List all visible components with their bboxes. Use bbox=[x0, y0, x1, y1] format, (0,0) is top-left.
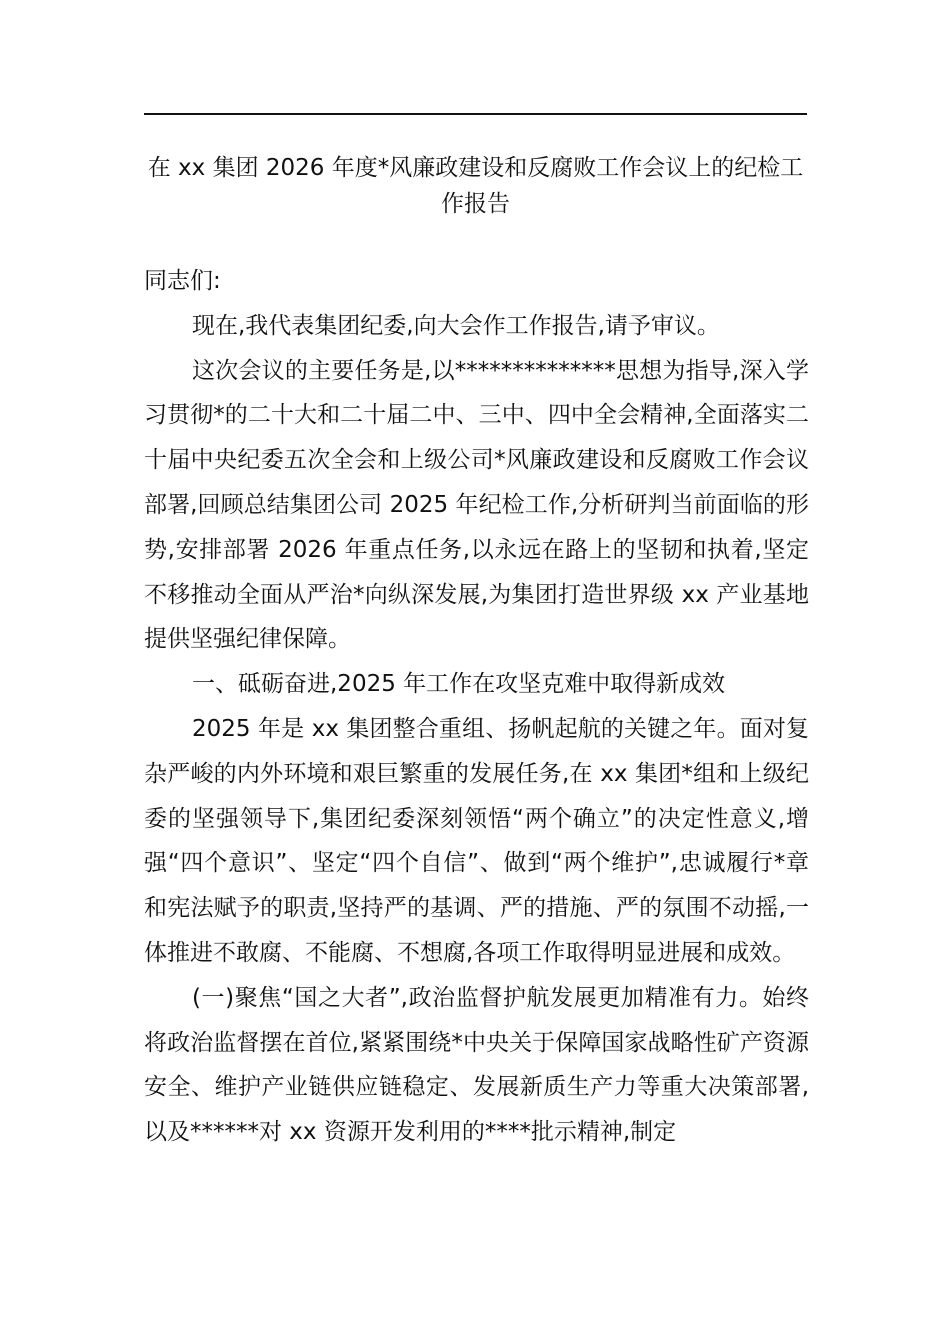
document-body bbox=[144, 259, 809, 1155]
paragraph-section-summary: 2025 年是 xx 集团整合重组、扬帆起航的关键之年。面对复杂严峻的内外环境和艰巨繁重的发展任务,在 xx 集团*组和上级纪委的坚强领导下,集团纪委深刻领悟“两个确立”的决定性意义,增强“四个意识”、坚定“四个自信”、做到“两个维护”,忠诚履行*章和宪法赋予的职责,坚持严的基调、严的措施、严的氛围不动摇,一体推进不敢腐、不能腐、不想腐,各项工作取得明显进展和成效。 bbox=[144, 715, 809, 966]
paragraph-meeting-task: 这次会议的主要任务是,以**************思想为指导,深入学习贯彻*的二十大和二十届二中、三中、四中全会精神,全面落实二十届中央纪委五次全会和上级公司*风廉政建设和反腐败工作会议部署,回顾总结集团公司 2025 年纪检工作,分析研判当前面临的形势,安排部署 2026 年重点任务,以永远在路上的坚韧和执着,坚定不移推动全面从严治*向纵深发展,为集团打造世界级 xx 产业基地提供坚强纪律保障。 bbox=[144, 357, 809, 653]
paragraph-intro: 现在,我代表集团纪委,向大会作工作报告,请予审议。 bbox=[192, 312, 720, 339]
salutation: 同志们: bbox=[144, 268, 221, 294]
paragraph-subsection-one: (一)聚焦“国之大者”,政治监督护航发展更加精准有力。始终将政治监督摆在首位,紧紧围绕*中央关于保障国家战略性矿产资源安全、维护产业链供应链稳定、发展新质生产力等重大决策部署,以及******对 xx 资源开发利用的****批示精神,制定 bbox=[144, 984, 809, 1146]
document-title: 在 xx 集团 2026 年度*风廉政建设和反腐败工作会议上的纪检工作报告 bbox=[147, 155, 804, 217]
section-heading: 一、砥砺奋进,2025 年工作在攻坚克难中取得新成效 bbox=[192, 671, 726, 698]
header-rule bbox=[144, 113, 807, 115]
